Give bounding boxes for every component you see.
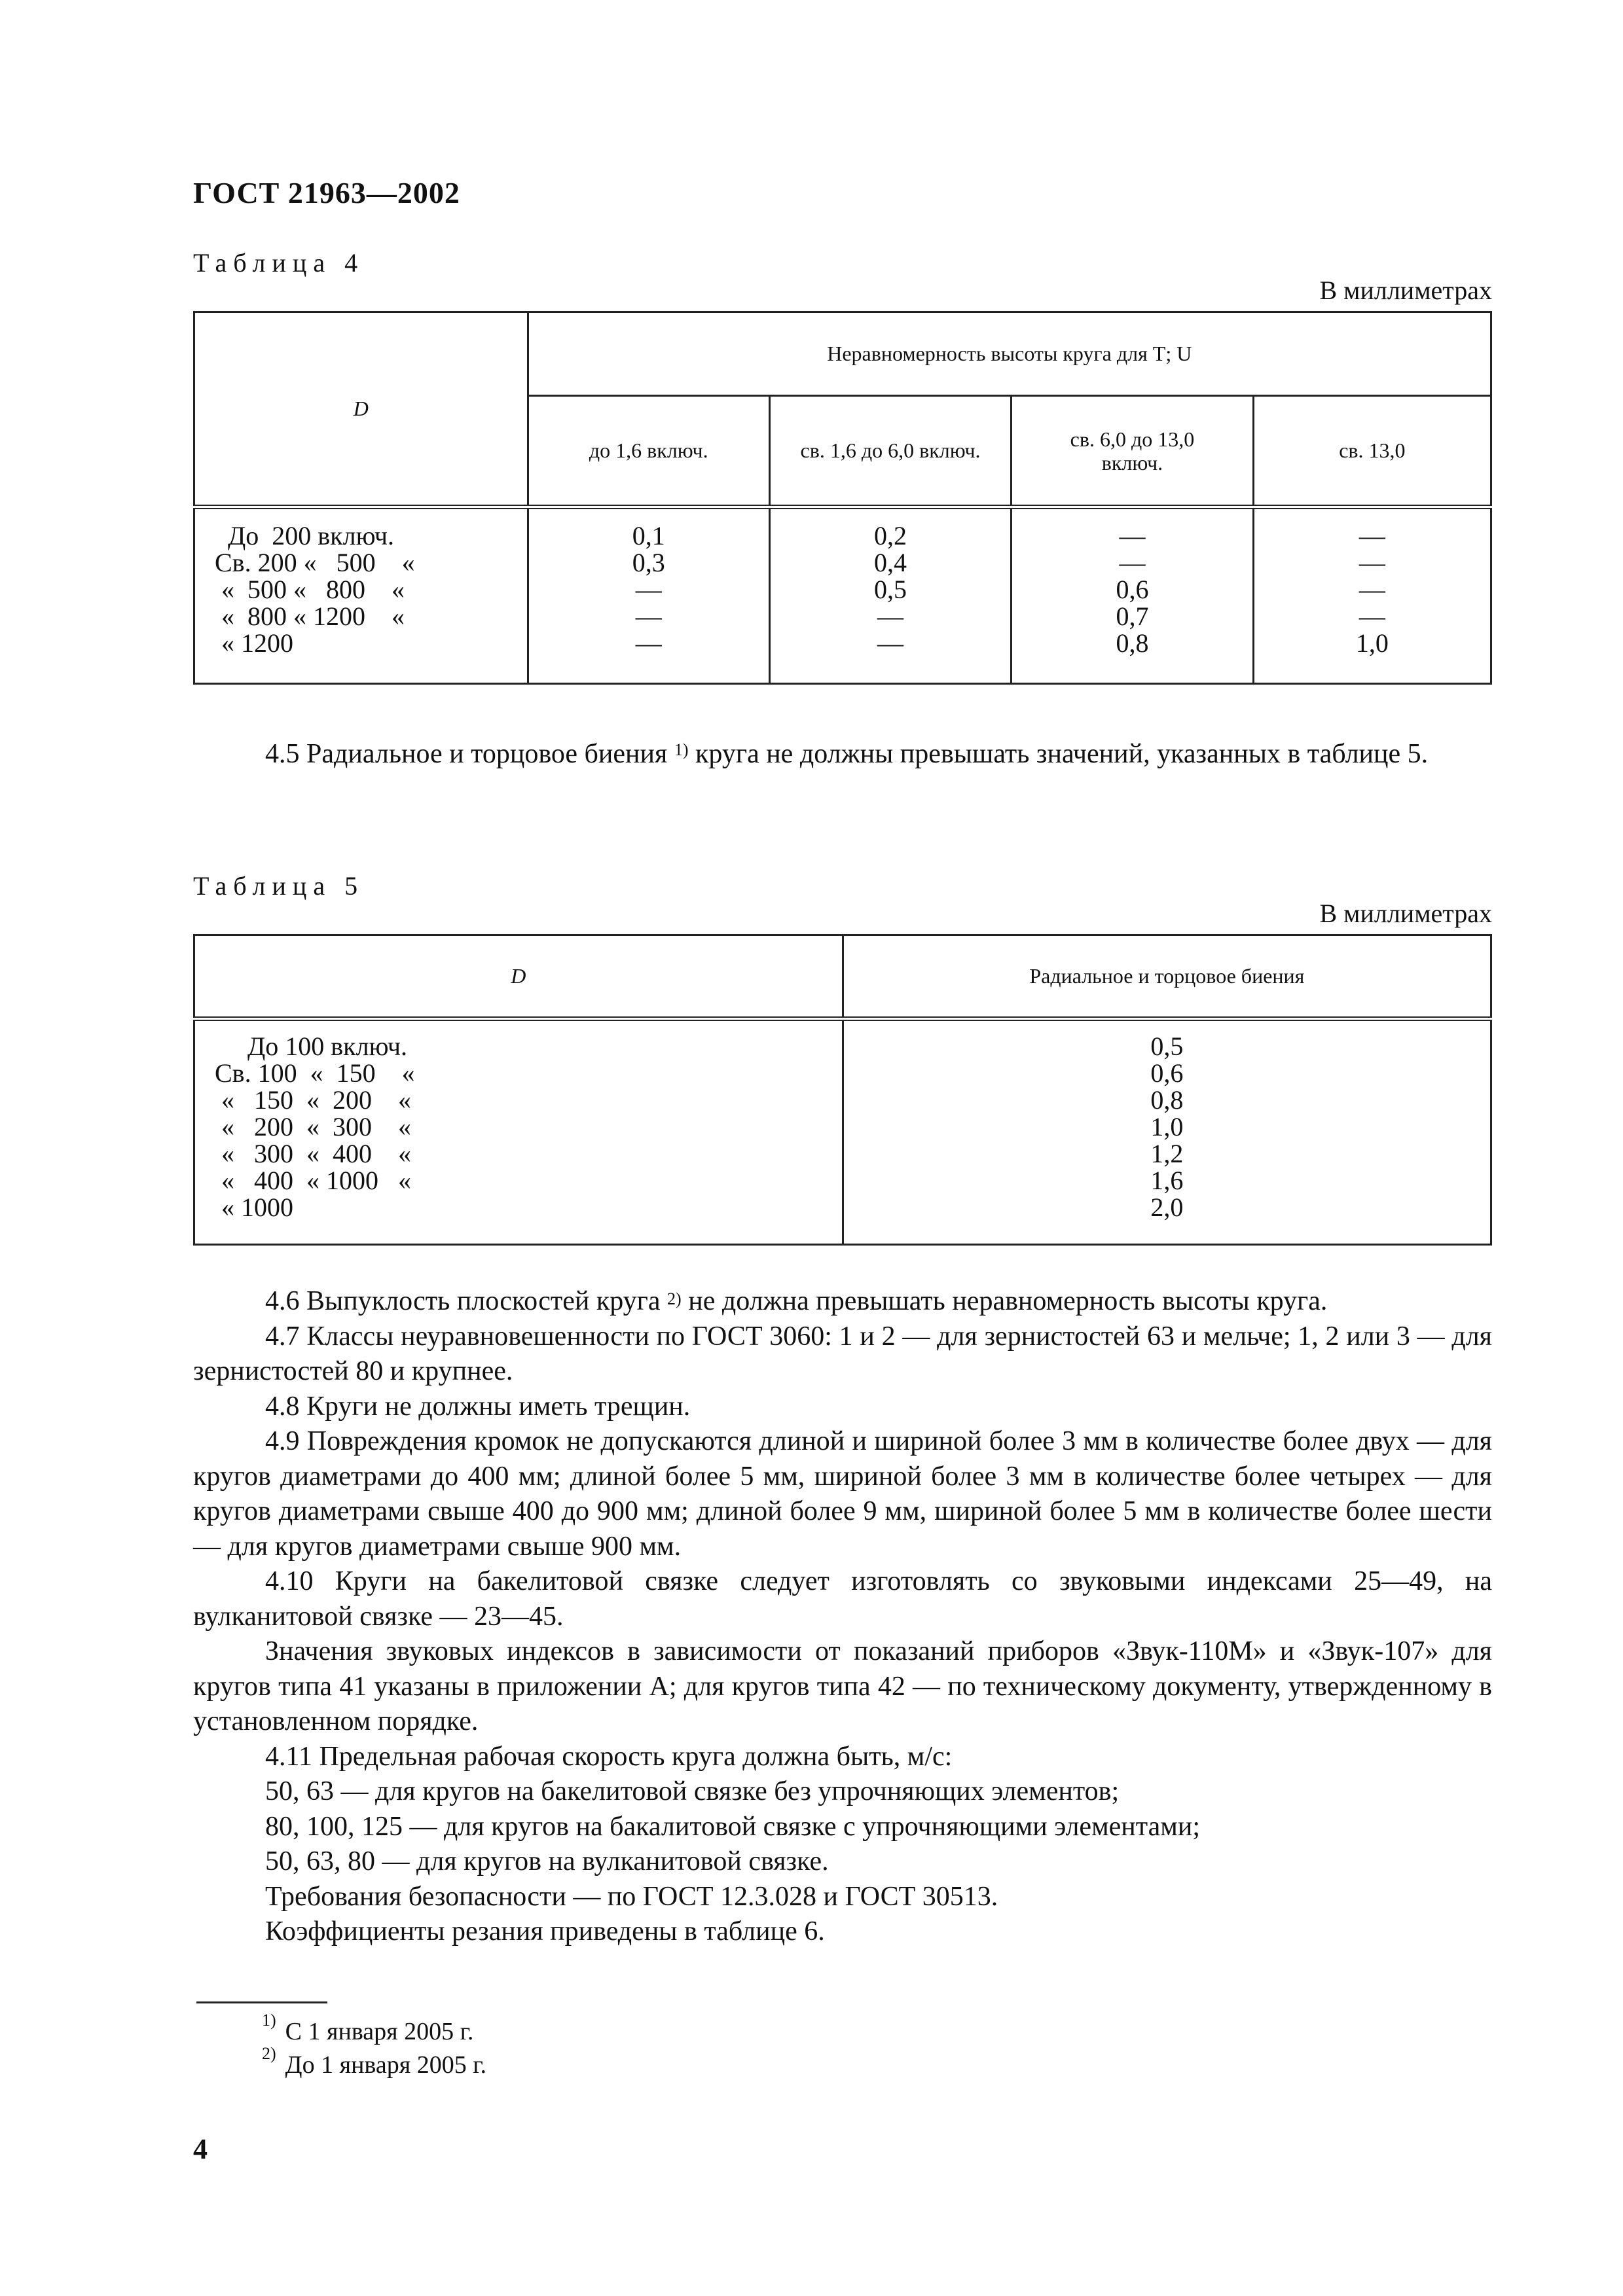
table4-cell-col3: [1012, 507, 1254, 684]
table4-units: В миллиметрах: [1319, 276, 1492, 305]
paragraph-sound-indexes: Значения звуковых индексов в зависимости от показаний приборов «Звук-110М» и «Звук-107» для кругов типа 41 указаны в приложении А; для кругов типа 42 — по техническому документу, утвержденному в установленном порядке.: [193, 1636, 1492, 1736]
table5-units: В миллиметрах: [1319, 899, 1492, 928]
table4-col3-values: — — 0,6 0,7 0,8: [1116, 521, 1149, 658]
paragraph-4-6-text-end: не должна превышать неравномерность высоты круга.: [681, 1286, 1328, 1316]
table5-values: 0,5 0,6 0,8 1,0 1,2 1,6 2,0: [1150, 1031, 1184, 1222]
footnote-2-mark: 2): [262, 2044, 276, 2063]
paragraph-4-10: 4.10 Круги на бакелитовой связке следует изготовлять со звуковыми индексами 25—49, на вулканитовой связке — 23—45.: [193, 1566, 1492, 1632]
speed-line-3: 50, 63, 80 — для кругов на вулканитовой связке.: [265, 1846, 829, 1876]
table4: [193, 311, 1492, 685]
table5-d-cell: [194, 1019, 843, 1245]
footnote-ref-1: 1): [674, 740, 689, 759]
table4-d-cell: [194, 507, 528, 684]
table5-col-d-header: [194, 935, 843, 1019]
speed-line-1: 50, 63 — для кругов на бакелитовой связке без упрочняющих элементов;: [265, 1776, 1120, 1806]
table4-col2-values: 0,2 0,4 0,5 — —: [874, 521, 907, 658]
table5-d-values: До 100 включ. Св. 100 « 150 « « 150 « 200 « « 200 « 300 « « 300 « 400 « « 400 « 1000 « « 1000: [215, 1031, 415, 1222]
paragraph-4-5-text-start: 4.5 Радиальное и торцовое биения: [265, 739, 674, 769]
paragraph-4-8: 4.8 Круги не должны иметь трещин.: [265, 1391, 691, 1422]
table4-cell-col1: [528, 507, 769, 684]
footnote-2: [262, 2044, 486, 2079]
footnote-ref-2: 2): [667, 1289, 682, 1308]
table4-col4-values: — — — — 1,0: [1355, 521, 1389, 658]
table4-group-header: Неравномерность высоты круга для Т; U: [528, 312, 1491, 396]
safety-requirements-line: Требования безопасности — по ГОСТ 12.3.028 и ГОСТ 30513.: [265, 1881, 998, 1912]
paragraph-4-11: 4.11 Предельная рабочая скорость круга должна быть, м/с:: [265, 1741, 953, 1772]
document-header: ГОСТ 21963—2002: [193, 176, 460, 209]
table4-d-values: До 200 включ. Св. 200 « 500 « « 500 « 800 « « 800 « 1200 « « 1200: [215, 521, 415, 658]
table5-col-d-label: D: [511, 964, 526, 988]
speed-line-2: 80, 100, 125 — для кругов на бакалитовой связке с упрочняющими элементами;: [265, 1811, 1200, 1842]
paragraph-4-6: [193, 1284, 1492, 1319]
paragraph-4-7: 4.7 Классы неуравновешенности по ГОСТ 3060: 1 и 2 — для зернистостей 63 и мельче; 1, 2 или 3 — для зернистостей 80 и крупнее.: [193, 1321, 1492, 1386]
paragraph-4-9: 4.9 Повреждения кромок не допускаются длиной и шириной более 3 мм в количестве более двух — для кругов диаметрами до 400 мм; длиной более 5 мм, шириной более 3 мм в количестве более четырех — для кругов диаметрами свыше 400 до 900 мм; длиной более 9 мм, шириной более 5 мм в количестве более шести — для кругов диаметрами свыше 900 мм.: [193, 1426, 1492, 1562]
footnote-1-mark: 1): [262, 2011, 276, 2030]
table4-col-d-header: [194, 312, 528, 507]
cutting-coefficients-line: Коэффициенты резания приведены в таблице 6.: [265, 1916, 825, 1946]
table4-subheader-2: св. 1,6 до 6,0 включ.: [769, 396, 1011, 507]
body-text: [193, 1284, 1492, 1950]
footnote-1-text: С 1 января 2005 г.: [285, 2018, 474, 2045]
table4-subheader-3: св. 6,0 до 13,0 включ.: [1012, 396, 1254, 507]
footnote-1: [262, 2011, 474, 2046]
footnote-separator: [196, 2001, 327, 2003]
table5: [193, 934, 1492, 1246]
table4-caption: Таблица 4: [193, 248, 365, 278]
paragraph-4-5-text-end: круга не должны превышать значений, указанных в таблице 5.: [688, 739, 1429, 769]
table4-subheader-4: св. 13,0: [1253, 396, 1491, 507]
paragraph-4-5: [193, 736, 1492, 772]
table4-cell-col4: [1253, 507, 1491, 684]
footnote-2-text: До 1 января 2005 г.: [285, 2051, 486, 2079]
paragraph-4-6-text-start: 4.6 Выпуклость плоскостей круга: [265, 1286, 668, 1316]
table5-col-value-header: Радиальное и торцовое биения: [843, 935, 1491, 1019]
table5-value-cell: [843, 1019, 1491, 1245]
table5-caption: Таблица 5: [193, 871, 365, 901]
page-number: 4: [193, 2133, 208, 2165]
table4-cell-col2: [769, 507, 1011, 684]
table4-col-d-label: D: [353, 397, 369, 420]
table4-col1-values: 0,1 0,3 — — —: [632, 521, 665, 658]
table4-subheader-1: до 1,6 включ.: [528, 396, 769, 507]
